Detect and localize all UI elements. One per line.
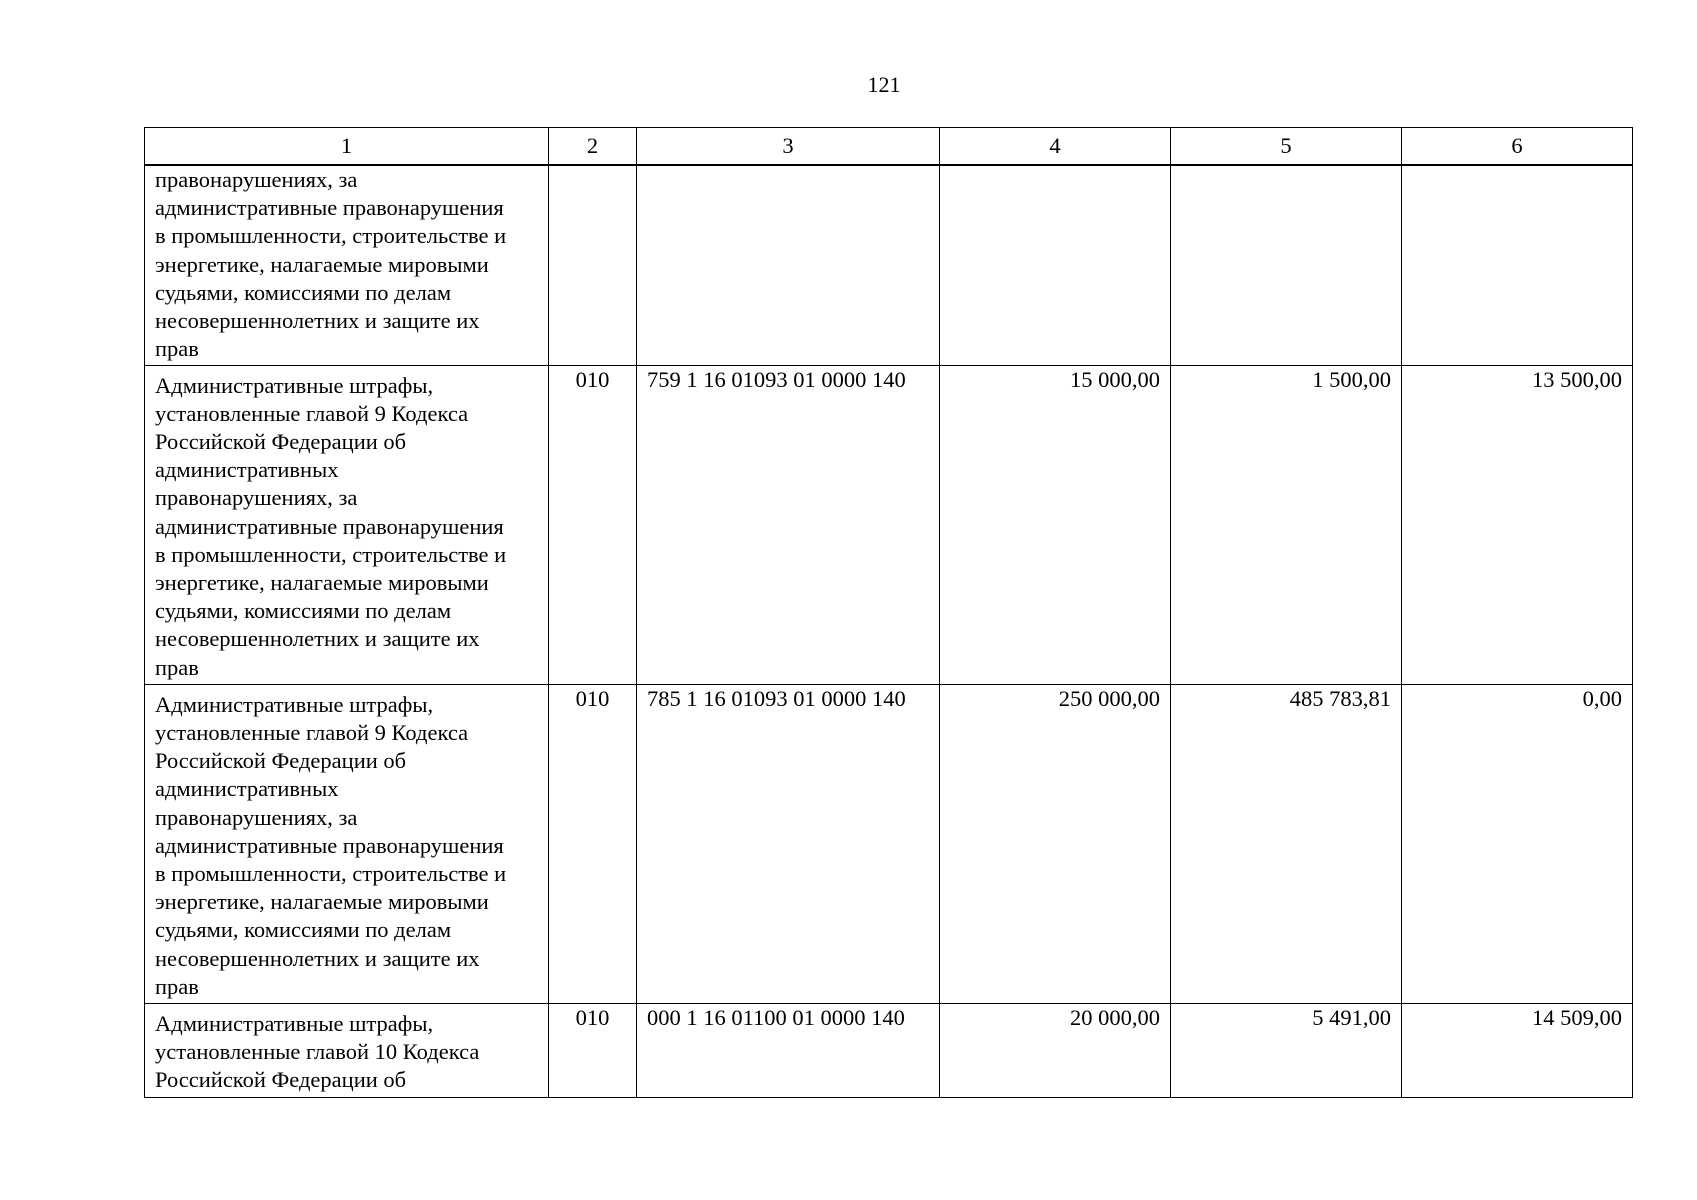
- name-line: судьями, комиссиями по делам: [155, 598, 452, 624]
- name-line: несовершеннолетних и защите их: [155, 626, 480, 652]
- name-line: правонарушениях, за: [155, 485, 358, 511]
- name-line: правонарушениях, за: [155, 167, 358, 192]
- row-col4-cell: 20 000,00: [940, 1003, 1171, 1097]
- name-line: установленные главой 10 Кодекса: [155, 1039, 480, 1065]
- row-name-cell: [145, 684, 549, 1003]
- row-kbk-cell: 000 1 16 01100 01 0000 140: [637, 1003, 940, 1097]
- name-line: несовершеннолетних и защите их: [155, 308, 480, 334]
- budget-table: [144, 127, 1633, 1098]
- row-col4-cell: [940, 165, 1171, 365]
- row-col6-cell: 14 509,00: [1402, 1003, 1633, 1097]
- table-row: [145, 365, 1633, 684]
- row-code-cell: 010: [549, 365, 637, 684]
- row-kbk-cell: 759 1 16 01093 01 0000 140: [637, 365, 940, 684]
- row-col5-cell: 5 491,00: [1171, 1003, 1402, 1097]
- row-col5-cell: [1171, 165, 1402, 365]
- row-col6-cell: [1402, 165, 1633, 365]
- row-kbk-cell: 785 1 16 01093 01 0000 140: [637, 684, 940, 1003]
- name-line: Российской Федерации об: [155, 1067, 407, 1093]
- row-name-cell: [145, 1003, 549, 1097]
- row-code-cell: [549, 165, 637, 365]
- row-code-cell: 010: [549, 1003, 637, 1097]
- row-code-cell: 010: [549, 684, 637, 1003]
- page-number: 121: [867, 72, 901, 97]
- name-line: правонарушениях, за: [155, 804, 358, 830]
- name-line: Административные штрафы,: [155, 691, 434, 717]
- table-row: [145, 684, 1633, 1003]
- name-line: Административные штрафы,: [155, 1010, 434, 1036]
- row-col4-cell: 250 000,00: [940, 684, 1171, 1003]
- name-line: административных: [155, 776, 339, 802]
- name-line: установленные главой 9 Кодекса: [155, 400, 469, 426]
- row-col5-cell: 485 783,81: [1171, 684, 1402, 1003]
- name-line: прав: [155, 336, 199, 362]
- name-line: Российской Федерации об: [155, 428, 407, 454]
- name-line: прав: [155, 654, 199, 680]
- name-line: Российской Федерации об: [155, 748, 407, 774]
- header-col-4: 4: [940, 128, 1171, 166]
- header-row: [145, 128, 1633, 166]
- name-line: в промышленности, строительстве и: [155, 541, 507, 567]
- table-row: [145, 165, 1633, 365]
- table-body: [145, 165, 1633, 1097]
- name-line: административные правонарушения: [155, 195, 504, 221]
- name-line: административные правонарушения: [155, 832, 504, 858]
- name-line: административные правонарушения: [155, 513, 504, 539]
- row-col4-cell: 15 000,00: [940, 365, 1171, 684]
- name-line: судьями, комиссиями по делам: [155, 917, 452, 943]
- row-col5-cell: 1 500,00: [1171, 365, 1402, 684]
- name-line: энергетике, налагаемые мировыми: [155, 251, 489, 277]
- name-line: Административные штрафы,: [155, 372, 434, 398]
- name-line: прав: [155, 973, 199, 999]
- header-col-2: 2: [549, 128, 637, 166]
- row-kbk-cell: [637, 165, 940, 365]
- header-col-5: 5: [1171, 128, 1402, 166]
- row-col6-cell: 13 500,00: [1402, 365, 1633, 684]
- name-line: энергетике, налагаемые мировыми: [155, 889, 489, 915]
- header-col-3: 3: [637, 128, 940, 166]
- row-name-cell: [145, 165, 549, 365]
- row-name-cell: [145, 365, 549, 684]
- header-col-1: 1: [145, 128, 549, 166]
- name-line: судьями, комиссиями по делам: [155, 279, 452, 305]
- header-col-6: 6: [1402, 128, 1633, 166]
- name-line: несовершеннолетних и защите их: [155, 945, 480, 971]
- row-col6-cell: 0,00: [1402, 684, 1633, 1003]
- name-line: установленные главой 9 Кодекса: [155, 719, 469, 745]
- name-line: административных: [155, 457, 339, 483]
- name-line: энергетике, налагаемые мировыми: [155, 569, 489, 595]
- table-header: [145, 128, 1633, 166]
- name-line: в промышленности, строительстве и: [155, 860, 507, 886]
- name-line: в промышленности, строительстве и: [155, 223, 507, 249]
- table-row: [145, 1003, 1633, 1097]
